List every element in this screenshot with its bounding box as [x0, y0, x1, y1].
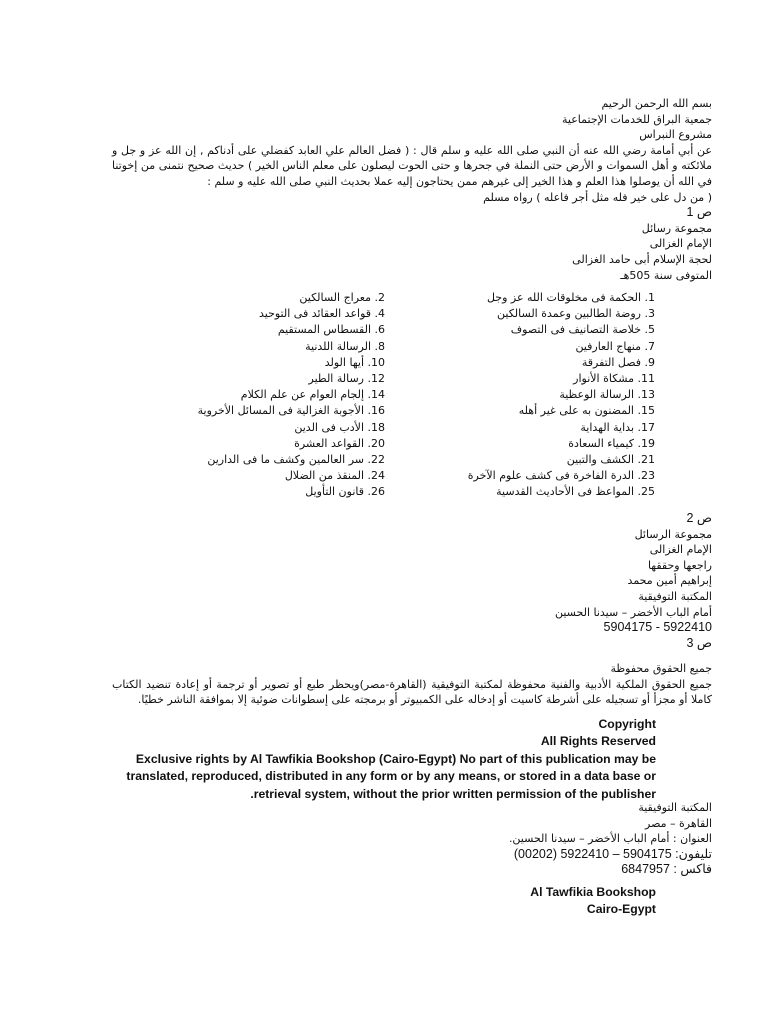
toc-item: 2. معراج السالكين	[299, 291, 385, 304]
toc-row	[95, 290, 655, 306]
publisher-phone: تليفون: 5904175 – 5922410 (00202)	[513, 846, 712, 861]
collection-title: مجموعة رسائل	[641, 221, 712, 235]
toc-item: 10. أيها الولد	[324, 355, 385, 369]
toc-item: 6. القسطاس المستقيم	[277, 323, 385, 337]
toc-row	[95, 468, 655, 484]
hadith-end: ( من دل على خير فله مثل أجر فاعله ) رواه مسلم	[483, 190, 712, 204]
toc-item: 7. منهاج العارفين	[575, 339, 655, 353]
page-marker-3: ص 3	[686, 635, 712, 650]
toc-item: 18. الأدب فى الدين	[294, 420, 385, 434]
intro-block	[112, 96, 712, 283]
publisher-name-english: Al Tawfikia Bookshop	[530, 885, 656, 899]
toc-item: 14. إلجام العوام عن علم الكلام	[240, 388, 385, 402]
toc-item: 21. الكشف والتبين	[566, 452, 655, 466]
editor-name: إبراهيم أمين محمد	[627, 574, 712, 588]
copyright-line: .retrieval system, without the prior written permission of the publisher	[250, 786, 656, 801]
imam-name: الإمام الغزالى	[649, 237, 712, 251]
toc-item: 16. الأجوبة الغزالية فى المسائل الأخروية	[197, 404, 385, 418]
toc-row	[95, 436, 655, 452]
publisher-address: أمام الباب الأخضر – سيدنا الحسين	[554, 605, 712, 619]
association-name: جمعية البراق للخدمات الإجتماعية	[562, 112, 712, 126]
toc-item: 4. قواعد العقائد فى التوحيد	[258, 307, 385, 321]
toc-item: 23. الدرة الفاخرة فى كشف علوم الآخرة	[467, 469, 655, 483]
publisher-phones: 5922410 - 5904175	[603, 620, 712, 635]
toc-row	[95, 403, 655, 419]
basmala: بسم الله الرحمن الرحيم	[601, 97, 712, 110]
toc-row	[95, 322, 655, 338]
toc-item: 9. فصل التفرقة	[581, 355, 655, 369]
author-full-name: لحجة الإسلام أبى حامد الغزالى	[572, 252, 712, 266]
english-copyright-block	[100, 716, 656, 803]
reviewed-label: راجعها وحققها	[647, 558, 712, 572]
toc-row	[95, 355, 655, 371]
contact-block	[112, 800, 712, 878]
publisher-fax: فاكس : 6847957	[621, 862, 712, 877]
death-year: المتوفى سنة 505هـ	[620, 268, 712, 282]
copyright-line: Exclusive rights by Al Tawfikia Bookshop (Cairo-Egypt) No part of this publication may be	[135, 751, 656, 766]
toc-item: 1. الحكمة فى مخلوقات الله عز وجل	[486, 291, 655, 304]
toc-item: 3. روضة الطالبين وعمدة السالكين	[497, 307, 655, 321]
page-marker-1: ص 1	[686, 205, 712, 220]
publisher-name: المكتبة التوفيقية	[638, 801, 712, 814]
project-name: مشروع النبراس	[639, 128, 712, 142]
toc-item: 20. القواعد العشرة	[294, 436, 385, 450]
english-publisher-block	[100, 884, 656, 919]
copyright-line: translated, reproduced, distributed in any form or by any means, or stored in a data base or	[126, 769, 656, 784]
toc-row	[95, 371, 655, 387]
toc-item: 11. مشكاة الأنوار	[573, 371, 655, 385]
collection-title: مجموعة الرسائل	[634, 527, 712, 541]
hadith-text: عن أبي أمامة رضي الله عنه أن النبي صلى الله عليه و سلم قال : ( فضل العالم علي العابد كفضلي على أدناكم , إن الله عز و جل و ملائكته و أهل السموات و الأرض حتى النملة في جحرها و حتى الحوت ليصلون على معلم الناس الخير ) حديث صحيح نتمنى من إخوتنا في الله أن يوصلوا هذا العلم و هذا الخير إلى غيرهم ممن يحتاجون إليه عملا بحديث النبي صلى الله عليه و سلم :	[112, 143, 712, 188]
rights-heading: جميع الحقوق محفوظة	[610, 662, 712, 675]
toc-row	[95, 420, 655, 436]
toc-item: 25. المواعظ فى الأحاديث القدسية	[496, 485, 655, 499]
publisher-city-english: Cairo-Egypt	[586, 902, 656, 917]
copyright-heading: Copyright	[598, 717, 656, 731]
publication-block	[112, 511, 712, 651]
toc-item: 13. الرسالة الوعظية	[559, 388, 655, 402]
publisher-city: القاهرة – مصر	[645, 816, 712, 830]
toc-item: 15. المضنون به على غير أهله	[518, 404, 655, 418]
page-marker-2: ص 2	[686, 511, 712, 525]
toc-row	[95, 339, 655, 355]
toc-item: 26. قانون التأويل	[305, 485, 385, 499]
toc-row	[95, 306, 655, 322]
toc-item: 5. خلاصة التصانيف فى التصوف	[510, 323, 655, 337]
publisher-address: العنوان : أمام الباب الأخضر – سيدنا الحسين.	[508, 832, 712, 846]
table-of-contents	[95, 290, 655, 500]
publisher-name: المكتبة التوفيقية	[638, 589, 712, 603]
toc-item: 19. كيمياء السعادة	[568, 436, 655, 450]
toc-item: 17. بداية الهداية	[580, 420, 655, 434]
toc-item: 22. سر العالمين وكشف ما فى الدارين	[207, 452, 385, 466]
imam-name: الإمام الغزالى	[649, 543, 712, 557]
toc-item: 12. رسالة الطير	[308, 371, 385, 385]
toc-row	[95, 484, 655, 500]
rights-text: جميع الحقوق الملكية الأدبية والفنية محفوظة لمكتبة التوفيقية (القاهرة-مصر)ويحظر طبع أو تصوير أو ترجمة أو إعادة تنضيد الكتاب كاملا أو مجزأ أو تسجيله على أشرطة كاسيت أو إدخاله على الكمبيوتر أو برمجته على إسطوانات ضوئية إلا بموافقة الناشر خطيًا.	[112, 677, 712, 707]
toc-row	[95, 387, 655, 403]
all-rights-reserved: All Rights Reserved	[540, 734, 656, 749]
toc-row	[95, 452, 655, 468]
toc-item: 8. الرسالة اللدنية	[305, 339, 385, 353]
toc-item: 24. المنقذ من الضلال	[284, 469, 385, 483]
rights-block	[112, 661, 712, 708]
